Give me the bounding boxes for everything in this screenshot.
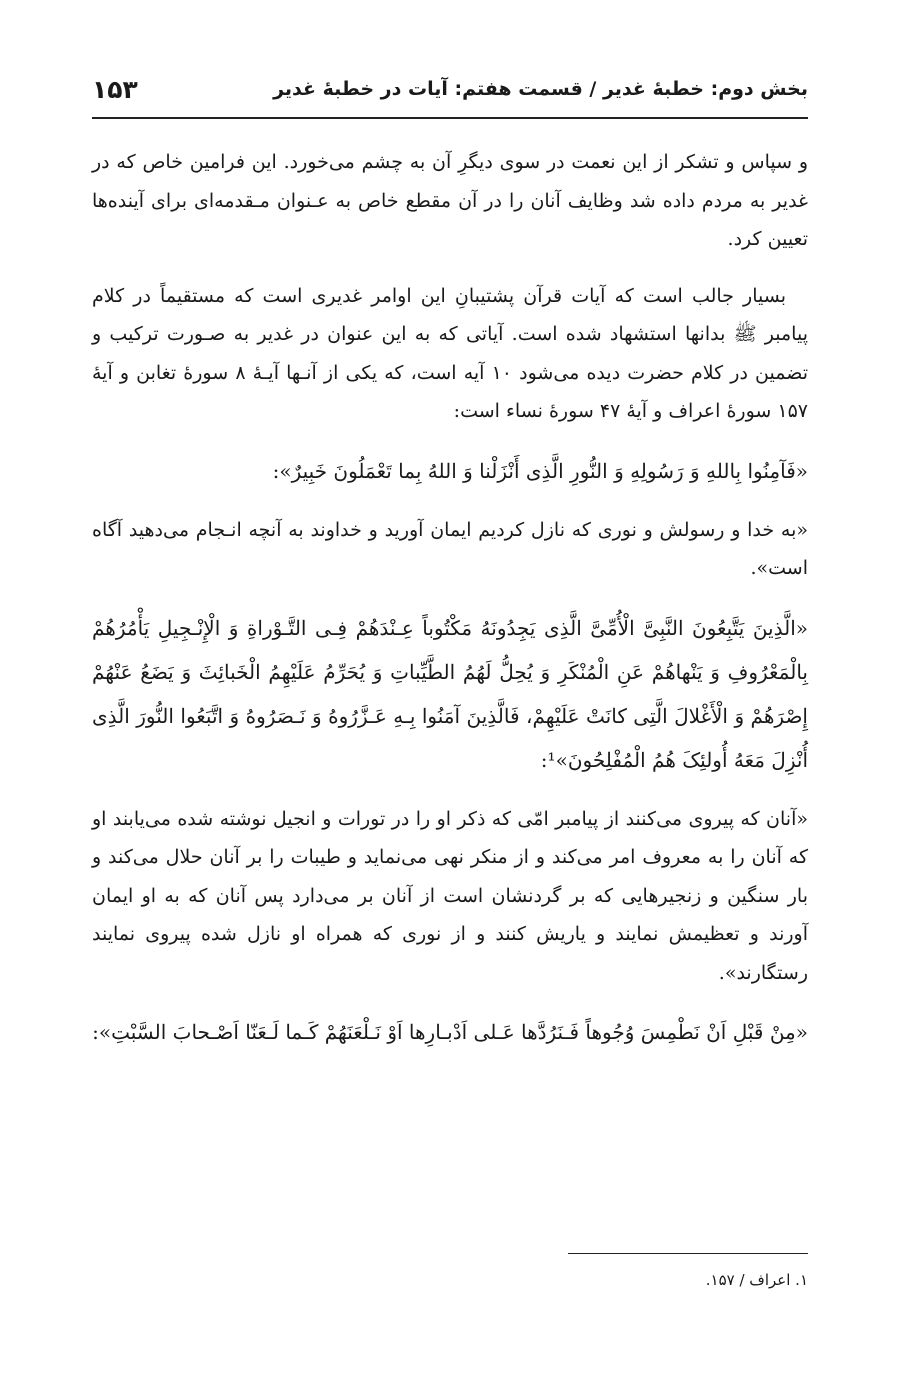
quran-verse-2: «الَّذِینَ یَتَّبِعُونَ النَّبِیَّ الْأُمِّیَّ الَّذِی یَجِدُونَهُ مَکْتُوباً عِـنْدَهُمْ فِـی التَّـوْراةِ وَ الْإِنْـجِیلِ یَأْمُرُهُمْ بِالْمَعْرُوفِ وَ یَنْهاهُمْ عَنِ الْمُنْکَرِ وَ یُحِلُّ لَهُمُ الطَّیِّباتِ وَ یُحَرِّمُ عَلَیْهِمُ الْخَبائِثَ وَ یَضَعُ عَنْهُمْ إِصْرَهُمْ وَ الْأَغْلالَ الَّتِی کانَتْ عَلَیْهِمْ، فَالَّذِینَ آمَنُوا بِـهِ عَـزَّرُوهُ وَ نَـصَرُوهُ وَ اتَّبَعُوا النُّورَ الَّذِی أُنْزِلَ مَعَهُ أُولئِکَ هُمُ الْمُفْلِحُونَ»¹: xyxy=(92,615,808,772)
header-rule xyxy=(92,117,808,119)
book-page xyxy=(92,0,808,1390)
verse-translation-1: «به خدا و رسولش و نوری که نازل کردیم ایمان آورید و خداوند به آنچه انـجام می‌دهید آگاه است». xyxy=(92,518,808,579)
quran-verse-3: «مِنْ قَبْلِ اَنْ نَطْمِسَ وُجُوهاً فَـنَرُدَّها عَـلی اَدْبـارِها اَوْ نَـلْعَنَهُمْ کَـما لَـعَنّا اَصْـحابَ السَّبْتِ»: xyxy=(92,1020,808,1044)
footnote: ۱. اعراف / ۱۵۷. xyxy=(705,1271,808,1289)
page-number: ۱۵۳ xyxy=(92,74,138,104)
verse-translation-2: «آنان که پیروی می‌کنند از پیامبر امّی که ذکر او را در تورات و انجیل نوشته شده می‌یابند او که آنان را به معروف امر می‌کند و از منکر نهی می‌نماید و طیبات را بر آنان حلال می‌کند و بار سنگین و زنجیرهایی که بر گردنشان است از آنان بر می‌دارد پس آنان که به او ایمان آورند و تعظیمش نمایند و یاریش کنند و از نوری که همراه او نازل شده پیروی نمایند رستگارند». xyxy=(92,807,808,984)
page-body xyxy=(92,143,808,1072)
page-header xyxy=(92,68,808,110)
paragraph-2: بسیار جالب است که آیات قرآن پشتیبانِ این اوامر غدیری است که مستقیماً در کلام پیامبر ﷺ بدانها استشهاد شده است. آیاتی که به این عنوان در غدیر به صـورت ترکیب و تضمین در کلام حضرت دیده می‌شود ۱۰ آیه است، که یکی از آنـها آیـهٔ ۸ سورهٔ تغابن و آیهٔ ۱۵۷ سورهٔ اعراف و آیهٔ ۴۷ سورهٔ نساء است: xyxy=(92,284,808,422)
quran-verse-1: «فَآمِنُوا بِاللهِ وَ رَسُولِهِ وَ النُّورِ الَّذِی أَنْزَلْنا وَ اللهُ بِما تَعْمَلُونَ خَبِیرٌ»: xyxy=(272,458,808,483)
running-title: بخش دوم: خطبهٔ غدیر / قسمت هفتم: آیات در خطبهٔ غدیر xyxy=(273,78,808,100)
footnote-rule xyxy=(568,1253,808,1254)
paragraph-1: و سپاس و تشکر از این نعمت در سوی دیگرِ آن به چشم می‌خورد. این فرامین خاص که در غدیر به مردم داده شد وظایف آنان را در آن مقطع خاص به عـنوان مـقدمه‌ای برای آینده‌ها تعیین کرد. xyxy=(92,151,808,250)
